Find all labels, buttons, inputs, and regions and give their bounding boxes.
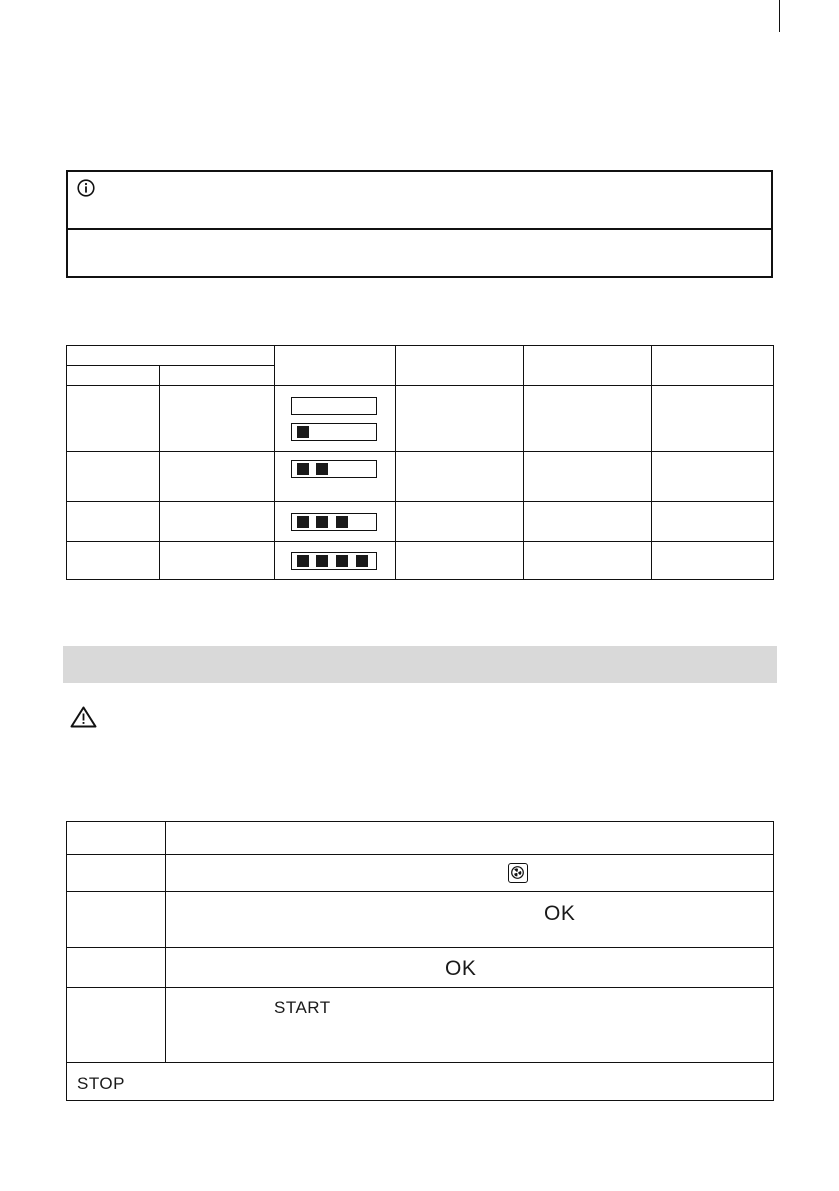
table-row	[67, 452, 774, 502]
header-cell-col4	[396, 346, 524, 386]
step-number-cell	[67, 822, 166, 855]
table-row	[67, 502, 774, 542]
row-cell	[396, 542, 524, 580]
row-cell	[524, 386, 652, 452]
row-cell	[524, 452, 652, 502]
steps-table	[66, 821, 774, 1101]
row-cell	[67, 386, 160, 452]
level-table-header-row	[67, 346, 774, 366]
row-cell	[67, 542, 160, 580]
level-segment	[336, 555, 348, 567]
header-cell-col6	[652, 346, 774, 386]
table-row	[67, 386, 774, 452]
header-cell-group	[67, 346, 275, 366]
level-table	[66, 345, 774, 580]
step-text-cell	[166, 892, 774, 948]
section-header-band	[63, 646, 777, 683]
row-cell	[396, 386, 524, 452]
level-segment	[356, 555, 368, 567]
level-segment	[297, 463, 309, 475]
header-cell-col5	[524, 346, 652, 386]
step-text-cell	[166, 948, 774, 988]
row-cell	[160, 386, 275, 452]
step-number-cell	[67, 892, 166, 948]
level-indicator-0	[291, 397, 377, 415]
row-cell	[160, 452, 275, 502]
level-indicator-2	[291, 460, 377, 478]
step-text-cell	[166, 855, 774, 892]
step-text-cell	[166, 988, 774, 1063]
top-edge-mark	[779, 0, 780, 32]
row-cell	[396, 452, 524, 502]
level-segment	[316, 555, 328, 567]
row-cell	[67, 452, 160, 502]
row-cell	[652, 542, 774, 580]
table-row	[67, 542, 774, 580]
ok-key-label: OK	[445, 957, 477, 980]
start-key-label: START	[274, 998, 331, 1017]
row-cell	[160, 542, 275, 580]
stop-key-label: STOP	[77, 1074, 125, 1093]
row-cell	[396, 502, 524, 542]
indicator-cell	[275, 502, 396, 542]
indicator-cell	[275, 542, 396, 580]
step-number-cell	[67, 855, 166, 892]
level-segment	[316, 516, 328, 528]
table-row	[67, 988, 774, 1063]
level-segment	[297, 426, 309, 438]
table-row	[67, 855, 774, 892]
indicator-cell	[275, 452, 396, 502]
table-row	[67, 1063, 774, 1101]
table-row	[67, 948, 774, 988]
step-number-cell	[67, 948, 166, 988]
level-indicator-1	[291, 423, 377, 441]
step-text-cell	[166, 822, 774, 855]
row-cell	[652, 502, 774, 542]
level-segment	[316, 463, 328, 475]
warning-icon	[70, 706, 97, 728]
info-icon	[77, 179, 95, 197]
subheader-cell-2	[160, 366, 275, 386]
table-row	[67, 822, 774, 855]
row-cell	[652, 452, 774, 502]
level-segment	[336, 516, 348, 528]
level-indicator-4	[291, 552, 377, 570]
table-row	[67, 892, 774, 948]
fan-key-icon	[508, 863, 528, 883]
indicator-cell	[275, 386, 396, 452]
row-cell	[652, 386, 774, 452]
level-segment	[297, 516, 309, 528]
stop-row-cell	[67, 1063, 774, 1101]
row-cell	[160, 502, 275, 542]
row-cell	[67, 502, 160, 542]
info-box-divider	[68, 228, 771, 230]
ok-key-label: OK	[544, 902, 576, 925]
info-box	[66, 170, 773, 278]
subheader-cell-1	[67, 366, 160, 386]
row-cell	[524, 502, 652, 542]
level-segment	[297, 555, 309, 567]
level-indicator-3	[291, 513, 377, 531]
row-cell	[524, 542, 652, 580]
header-cell-indicator	[275, 346, 396, 386]
step-number-cell	[67, 988, 166, 1063]
